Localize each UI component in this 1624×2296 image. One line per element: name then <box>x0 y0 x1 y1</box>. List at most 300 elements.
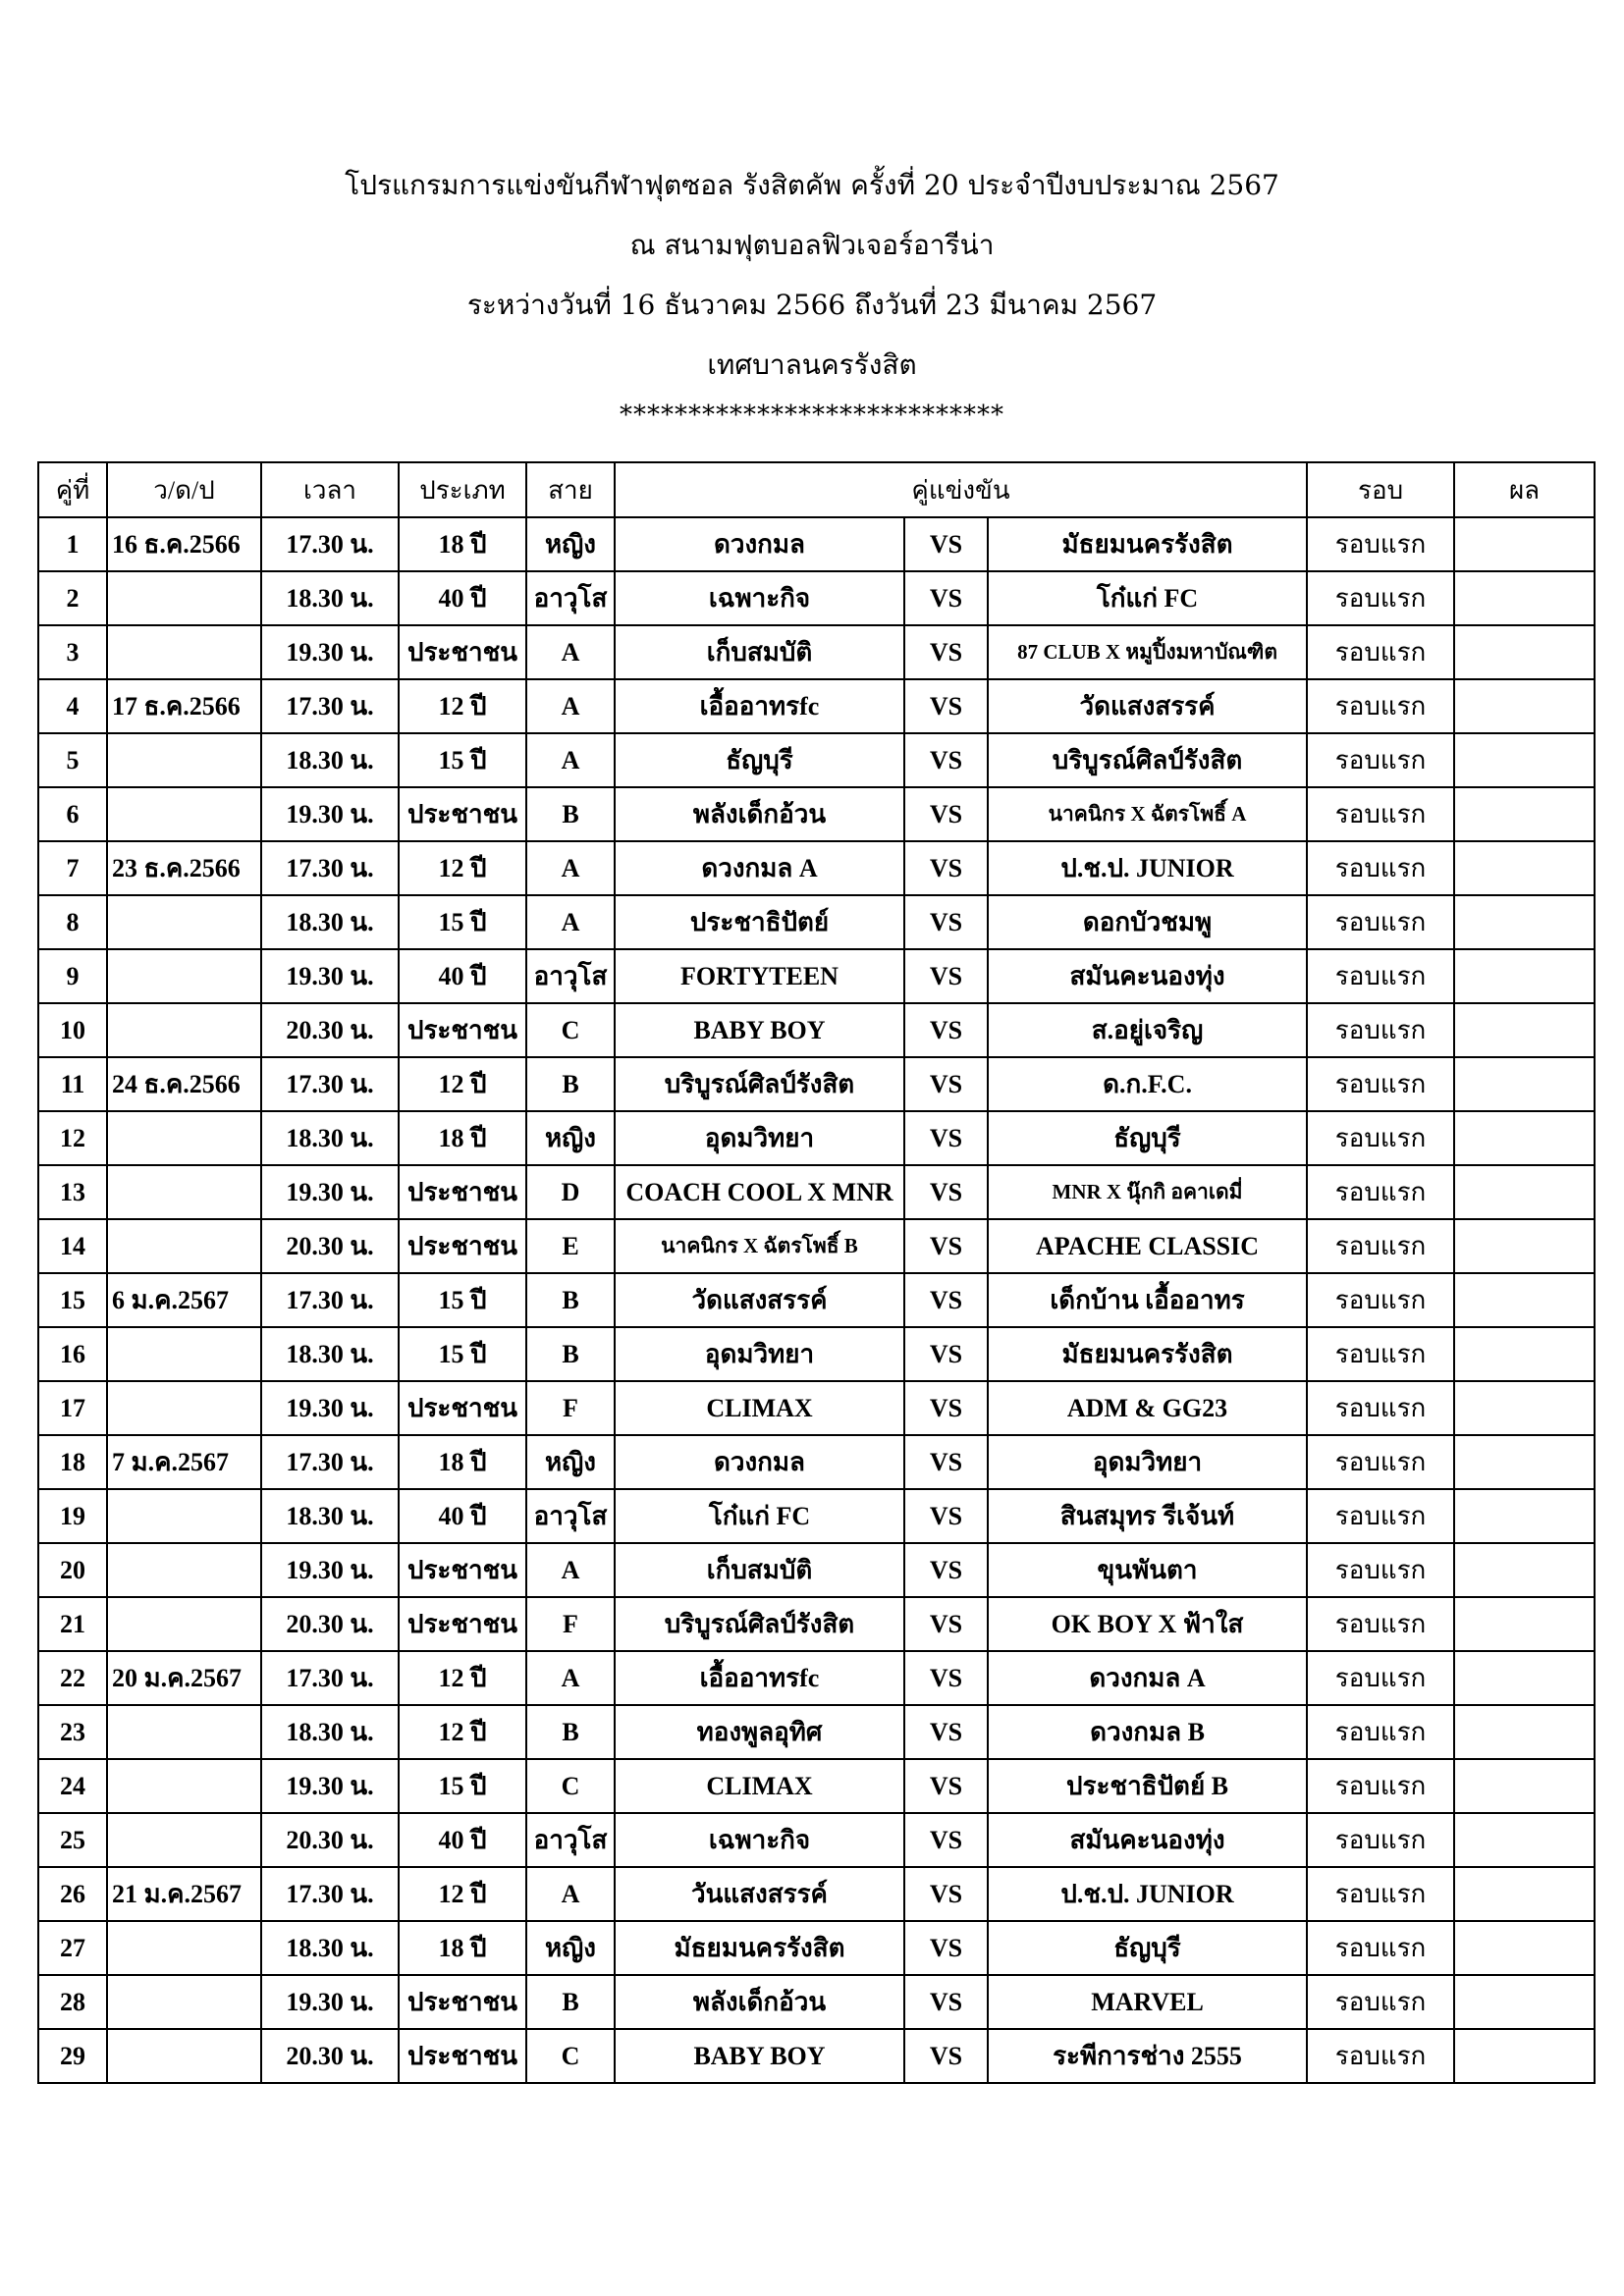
cell-vs: VS <box>904 1003 988 1057</box>
cell-time: 20.30 น. <box>261 1003 399 1057</box>
cell-team2: มัธยมนครรังสิต <box>988 1327 1307 1381</box>
cell-date <box>107 1813 261 1867</box>
cell-round: รอบแรก <box>1307 949 1454 1003</box>
cell-group: A <box>526 1867 615 1921</box>
cell-round: รอบแรก <box>1307 1273 1454 1327</box>
cell-category: 15 ปี <box>399 1273 526 1327</box>
cell-time: 18.30 น. <box>261 1327 399 1381</box>
col-header-date: ว/ด/ป <box>107 462 261 517</box>
cell-team2: 87 CLUB X หมูปิ้งมหาบัณฑิต <box>988 625 1307 679</box>
cell-time: 17.30 น. <box>261 1435 399 1489</box>
cell-date: 6 ม.ค.2567 <box>107 1273 261 1327</box>
cell-category: 40 ปี <box>399 1489 526 1543</box>
cell-team1: BABY BOY <box>615 1003 904 1057</box>
cell-round: รอบแรก <box>1307 1543 1454 1597</box>
cell-time: 19.30 น. <box>261 1543 399 1597</box>
cell-vs: VS <box>904 1651 988 1705</box>
cell-time: 17.30 น. <box>261 1273 399 1327</box>
cell-team2: บริบูรณ์ศิลป์รังสิต <box>988 733 1307 787</box>
col-header-result: ผล <box>1454 462 1595 517</box>
cell-no: 19 <box>38 1489 107 1543</box>
cell-round: รอบแรก <box>1307 1813 1454 1867</box>
cell-group: D <box>526 1165 615 1219</box>
table-row <box>38 841 1595 895</box>
cell-team1: มัธยมนครรังสิต <box>615 1921 904 1975</box>
cell-result <box>1454 733 1595 787</box>
cell-no: 24 <box>38 1759 107 1813</box>
cell-category: 40 ปี <box>399 949 526 1003</box>
table-row <box>38 1705 1595 1759</box>
cell-team2: ดวงกมล B <box>988 1705 1307 1759</box>
cell-group: C <box>526 2029 615 2083</box>
cell-result <box>1454 625 1595 679</box>
cell-group: หญิง <box>526 1111 615 1165</box>
cell-team1: FORTYTEEN <box>615 949 904 1003</box>
cell-time: 18.30 น. <box>261 1705 399 1759</box>
table-header-row <box>38 462 1595 517</box>
cell-date: 7 ม.ค.2567 <box>107 1435 261 1489</box>
cell-round: รอบแรก <box>1307 1975 1454 2029</box>
cell-team1: ดวงกมล <box>615 1435 904 1489</box>
cell-result <box>1454 1921 1595 1975</box>
document-header <box>0 155 1624 395</box>
cell-result <box>1454 841 1595 895</box>
cell-group: B <box>526 1273 615 1327</box>
cell-no: 9 <box>38 949 107 1003</box>
cell-round: รอบแรก <box>1307 1651 1454 1705</box>
cell-round: รอบแรก <box>1307 1219 1454 1273</box>
cell-date <box>107 1489 261 1543</box>
cell-vs: VS <box>904 1165 988 1219</box>
table-row <box>38 895 1595 949</box>
cell-round: รอบแรก <box>1307 1705 1454 1759</box>
title-line-4: เทศบาลนครรังสิต <box>707 348 917 381</box>
table-row <box>38 1111 1595 1165</box>
cell-date <box>107 895 261 949</box>
cell-team2: สมันคะนองทุ่ง <box>988 1813 1307 1867</box>
table-row <box>38 1543 1595 1597</box>
table-row <box>38 1381 1595 1435</box>
cell-date <box>107 1543 261 1597</box>
cell-team1: CLIMAX <box>615 1759 904 1813</box>
cell-team2: อุดมวิทยา <box>988 1435 1307 1489</box>
cell-date: 16 ธ.ค.2566 <box>107 517 261 571</box>
cell-date <box>107 949 261 1003</box>
title-line-1: โปรแกรมการแข่งขันกีฬาฟุตซอล รังสิตคัพ ครั้งที่ 20 ประจำปีงบประมาณ 2567 <box>345 169 1279 201</box>
cell-date <box>107 625 261 679</box>
cell-date <box>107 2029 261 2083</box>
cell-vs: VS <box>904 1273 988 1327</box>
table-row <box>38 1489 1595 1543</box>
table-row <box>38 1327 1595 1381</box>
cell-time: 18.30 น. <box>261 1921 399 1975</box>
col-header-category: ประเภท <box>399 462 526 517</box>
cell-vs: VS <box>904 1489 988 1543</box>
cell-round: รอบแรก <box>1307 679 1454 733</box>
cell-round: รอบแรก <box>1307 625 1454 679</box>
cell-round: รอบแรก <box>1307 1057 1454 1111</box>
cell-category: ประชาชน <box>399 1975 526 2029</box>
table-row <box>38 679 1595 733</box>
cell-no: 4 <box>38 679 107 733</box>
table-row <box>38 1165 1595 1219</box>
cell-time: 19.30 น. <box>261 1381 399 1435</box>
cell-team2: ขุนพันตา <box>988 1543 1307 1597</box>
cell-team1: COACH COOL X MNR <box>615 1165 904 1219</box>
cell-team1: บริบูรณ์ศิลป์รังสิต <box>615 1057 904 1111</box>
cell-result <box>1454 1489 1595 1543</box>
cell-round: รอบแรก <box>1307 895 1454 949</box>
col-header-group: สาย <box>526 462 615 517</box>
cell-result <box>1454 679 1595 733</box>
cell-team2: ธัญบุรี <box>988 1111 1307 1165</box>
cell-date <box>107 1327 261 1381</box>
cell-category: 18 ปี <box>399 517 526 571</box>
table-row <box>38 1273 1595 1327</box>
cell-date <box>107 733 261 787</box>
cell-time: 19.30 น. <box>261 949 399 1003</box>
cell-result <box>1454 1813 1595 1867</box>
cell-group: อาวุโส <box>526 1489 615 1543</box>
cell-team2: ระพีการช่าง 2555 <box>988 2029 1307 2083</box>
cell-result <box>1454 1651 1595 1705</box>
cell-category: ประชาชน <box>399 1597 526 1651</box>
schedule-table <box>37 461 1596 2084</box>
cell-group: A <box>526 895 615 949</box>
cell-time: 18.30 น. <box>261 1489 399 1543</box>
schedule-body <box>38 517 1595 2083</box>
cell-round: รอบแรก <box>1307 571 1454 625</box>
cell-team2: มัธยมนครรังสิต <box>988 517 1307 571</box>
cell-date <box>107 1975 261 2029</box>
cell-time: 17.30 น. <box>261 1867 399 1921</box>
cell-time: 18.30 น. <box>261 895 399 949</box>
cell-result <box>1454 1111 1595 1165</box>
cell-no: 10 <box>38 1003 107 1057</box>
cell-no: 17 <box>38 1381 107 1435</box>
cell-vs: VS <box>904 1327 988 1381</box>
cell-date: 20 ม.ค.2567 <box>107 1651 261 1705</box>
cell-time: 17.30 น. <box>261 517 399 571</box>
cell-vs: VS <box>904 787 988 841</box>
table-row <box>38 1003 1595 1057</box>
cell-date <box>107 1003 261 1057</box>
cell-team2: ป.ช.ป. JUNIOR <box>988 1867 1307 1921</box>
cell-no: 14 <box>38 1219 107 1273</box>
cell-group: B <box>526 787 615 841</box>
cell-category: ประชาชน <box>399 787 526 841</box>
table-row <box>38 1975 1595 2029</box>
col-header-no: คู่ที่ <box>38 462 107 517</box>
cell-no: 2 <box>38 571 107 625</box>
cell-category: ประชาชน <box>399 1219 526 1273</box>
cell-vs: VS <box>904 1867 988 1921</box>
cell-team2: วัดแสงสรรค์ <box>988 679 1307 733</box>
cell-group: B <box>526 1057 615 1111</box>
cell-result <box>1454 571 1595 625</box>
cell-category: ประชาชน <box>399 625 526 679</box>
cell-no: 16 <box>38 1327 107 1381</box>
cell-category: ประชาชน <box>399 2029 526 2083</box>
cell-vs: VS <box>904 1219 988 1273</box>
cell-team2: นาคนิกร X ฉัตรโพธิ์ A <box>988 787 1307 841</box>
cell-team1: เก็บสมบัติ <box>615 625 904 679</box>
cell-date: 21 ม.ค.2567 <box>107 1867 261 1921</box>
cell-date <box>107 1111 261 1165</box>
cell-group: F <box>526 1381 615 1435</box>
cell-result <box>1454 1435 1595 1489</box>
cell-category: ประชาชน <box>399 1381 526 1435</box>
cell-category: 18 ปี <box>399 1111 526 1165</box>
cell-vs: VS <box>904 1111 988 1165</box>
cell-time: 17.30 น. <box>261 1057 399 1111</box>
table-row <box>38 1813 1595 1867</box>
cell-team1: บริบูรณ์ศิลป์รังสิต <box>615 1597 904 1651</box>
cell-group: หญิง <box>526 1921 615 1975</box>
table-row <box>38 1057 1595 1111</box>
table-row <box>38 1435 1595 1489</box>
cell-vs: VS <box>904 2029 988 2083</box>
cell-team1: เอื้ออาทรfc <box>615 1651 904 1705</box>
cell-no: 11 <box>38 1057 107 1111</box>
cell-team2: ด.ก.F.C. <box>988 1057 1307 1111</box>
cell-group: B <box>526 1975 615 2029</box>
cell-no: 27 <box>38 1921 107 1975</box>
cell-group: A <box>526 841 615 895</box>
table-row <box>38 1759 1595 1813</box>
cell-team2: สินสมุทร รีเจ้นท์ <box>988 1489 1307 1543</box>
cell-round: รอบแรก <box>1307 1381 1454 1435</box>
cell-result <box>1454 1759 1595 1813</box>
cell-category: 15 ปี <box>399 1327 526 1381</box>
cell-group: อาวุโส <box>526 571 615 625</box>
cell-result <box>1454 787 1595 841</box>
cell-team2: APACHE CLASSIC <box>988 1219 1307 1273</box>
cell-group: A <box>526 1651 615 1705</box>
cell-result <box>1454 895 1595 949</box>
cell-date <box>107 787 261 841</box>
col-header-round: รอบ <box>1307 462 1454 517</box>
cell-date: 17 ธ.ค.2566 <box>107 679 261 733</box>
cell-round: รอบแรก <box>1307 1921 1454 1975</box>
cell-vs: VS <box>904 1975 988 2029</box>
cell-round: รอบแรก <box>1307 733 1454 787</box>
cell-team2: OK BOY X ฟ้าใส <box>988 1597 1307 1651</box>
cell-team1: เอื้ออาทรfc <box>615 679 904 733</box>
cell-vs: VS <box>904 625 988 679</box>
table-row <box>38 517 1595 571</box>
cell-team1: นาคนิกร X ฉัตรโพธิ์ B <box>615 1219 904 1273</box>
cell-team1: ทองพูลอุทิศ <box>615 1705 904 1759</box>
table-row <box>38 2029 1595 2083</box>
cell-time: 18.30 น. <box>261 1111 399 1165</box>
cell-round: รอบแรก <box>1307 1003 1454 1057</box>
cell-time: 19.30 น. <box>261 1975 399 2029</box>
cell-no: 1 <box>38 517 107 571</box>
cell-time: 19.30 น. <box>261 1759 399 1813</box>
cell-result <box>1454 1975 1595 2029</box>
cell-date <box>107 1165 261 1219</box>
cell-team1: พลังเด็กอ้วน <box>615 787 904 841</box>
cell-time: 17.30 น. <box>261 1651 399 1705</box>
cell-date: 23 ธ.ค.2566 <box>107 841 261 895</box>
cell-time: 18.30 น. <box>261 733 399 787</box>
cell-result <box>1454 1867 1595 1921</box>
cell-team2: ADM & GG23 <box>988 1381 1307 1435</box>
cell-round: รอบแรก <box>1307 1489 1454 1543</box>
cell-result <box>1454 1003 1595 1057</box>
cell-vs: VS <box>904 1435 988 1489</box>
cell-group: A <box>526 1543 615 1597</box>
cell-no: 18 <box>38 1435 107 1489</box>
cell-team2: ธัญบุรี <box>988 1921 1307 1975</box>
col-header-time: เวลา <box>261 462 399 517</box>
cell-team1: พลังเด็กอ้วน <box>615 1975 904 2029</box>
cell-category: 12 ปี <box>399 1705 526 1759</box>
cell-team2: ดอกบัวชมพู <box>988 895 1307 949</box>
cell-date <box>107 1759 261 1813</box>
cell-category: 12 ปี <box>399 841 526 895</box>
cell-vs: VS <box>904 733 988 787</box>
cell-time: 20.30 น. <box>261 1813 399 1867</box>
cell-no: 21 <box>38 1597 107 1651</box>
cell-round: รอบแรก <box>1307 841 1454 895</box>
cell-group: B <box>526 1327 615 1381</box>
cell-no: 26 <box>38 1867 107 1921</box>
cell-group: C <box>526 1003 615 1057</box>
cell-team2: โก๋แก่ FC <box>988 571 1307 625</box>
cell-no: 22 <box>38 1651 107 1705</box>
cell-category: 40 ปี <box>399 1813 526 1867</box>
table-row <box>38 625 1595 679</box>
cell-category: ประชาชน <box>399 1543 526 1597</box>
cell-category: 18 ปี <box>399 1921 526 1975</box>
cell-time: 20.30 น. <box>261 1597 399 1651</box>
cell-team1: ดวงกมล A <box>615 841 904 895</box>
cell-no: 25 <box>38 1813 107 1867</box>
cell-team1: อุดมวิทยา <box>615 1111 904 1165</box>
cell-round: รอบแรก <box>1307 1759 1454 1813</box>
cell-team2: MARVEL <box>988 1975 1307 2029</box>
cell-result <box>1454 2029 1595 2083</box>
cell-vs: VS <box>904 571 988 625</box>
cell-time: 19.30 น. <box>261 625 399 679</box>
table-row <box>38 571 1595 625</box>
cell-group: อาวุโส <box>526 1813 615 1867</box>
cell-round: รอบแรก <box>1307 2029 1454 2083</box>
cell-group: A <box>526 625 615 679</box>
cell-category: 15 ปี <box>399 733 526 787</box>
cell-team2: ส.อยู่เจริญ <box>988 1003 1307 1057</box>
cell-no: 3 <box>38 625 107 679</box>
cell-team1: เฉพาะกิจ <box>615 1813 904 1867</box>
cell-vs: VS <box>904 1543 988 1597</box>
cell-round: รอบแรก <box>1307 1111 1454 1165</box>
cell-vs: VS <box>904 1921 988 1975</box>
table-row <box>38 787 1595 841</box>
cell-team1: ดวงกมล <box>615 517 904 571</box>
cell-vs: VS <box>904 679 988 733</box>
cell-team1: เฉพาะกิจ <box>615 571 904 625</box>
cell-time: 19.30 น. <box>261 1165 399 1219</box>
cell-round: รอบแรก <box>1307 517 1454 571</box>
col-header-match: คู่แข่งขัน <box>615 462 1307 517</box>
cell-group: หญิง <box>526 1435 615 1489</box>
cell-group: A <box>526 679 615 733</box>
cell-result <box>1454 1057 1595 1111</box>
cell-category: 15 ปี <box>399 895 526 949</box>
cell-category: 18 ปี <box>399 1435 526 1489</box>
cell-group: C <box>526 1759 615 1813</box>
cell-category: 12 ปี <box>399 1867 526 1921</box>
cell-category: 15 ปี <box>399 1759 526 1813</box>
table-row <box>38 1867 1595 1921</box>
cell-group: B <box>526 1705 615 1759</box>
cell-no: 8 <box>38 895 107 949</box>
cell-no: 5 <box>38 733 107 787</box>
cell-date <box>107 1705 261 1759</box>
cell-vs: VS <box>904 1057 988 1111</box>
cell-no: 13 <box>38 1165 107 1219</box>
cell-no: 12 <box>38 1111 107 1165</box>
cell-group: อาวุโส <box>526 949 615 1003</box>
cell-round: รอบแรก <box>1307 1867 1454 1921</box>
cell-team1: ประชาธิปัตย์ <box>615 895 904 949</box>
cell-team1: เก็บสมบัติ <box>615 1543 904 1597</box>
separator-stars: **************************** <box>620 400 1004 430</box>
cell-time: 18.30 น. <box>261 571 399 625</box>
table-row <box>38 949 1595 1003</box>
cell-group: F <box>526 1597 615 1651</box>
cell-team1: อุดมวิทยา <box>615 1327 904 1381</box>
cell-vs: VS <box>904 1381 988 1435</box>
cell-round: รอบแรก <box>1307 1327 1454 1381</box>
cell-team2: ป.ช.ป. JUNIOR <box>988 841 1307 895</box>
cell-vs: VS <box>904 895 988 949</box>
cell-date <box>107 1597 261 1651</box>
cell-team1: ธัญบุรี <box>615 733 904 787</box>
cell-time: 20.30 น. <box>261 2029 399 2083</box>
cell-round: รอบแรก <box>1307 787 1454 841</box>
cell-vs: VS <box>904 1705 988 1759</box>
cell-group: E <box>526 1219 615 1273</box>
cell-result <box>1454 1273 1595 1327</box>
title-line-3: ระหว่างวันที่ 16 ธันวาคม 2566 ถึงวันที่ 23 มีนาคม 2567 <box>466 289 1158 321</box>
cell-date <box>107 1381 261 1435</box>
table-row <box>38 1651 1595 1705</box>
cell-no: 23 <box>38 1705 107 1759</box>
cell-team2: ดวงกมล A <box>988 1651 1307 1705</box>
cell-group: หญิง <box>526 517 615 571</box>
cell-team1: โก๋แก่ FC <box>615 1489 904 1543</box>
table-row <box>38 1921 1595 1975</box>
cell-no: 15 <box>38 1273 107 1327</box>
cell-category: 12 ปี <box>399 679 526 733</box>
cell-result <box>1454 1219 1595 1273</box>
cell-category: 12 ปี <box>399 1057 526 1111</box>
cell-vs: VS <box>904 949 988 1003</box>
cell-time: 19.30 น. <box>261 787 399 841</box>
cell-result <box>1454 517 1595 571</box>
cell-no: 7 <box>38 841 107 895</box>
cell-result <box>1454 1165 1595 1219</box>
cell-no: 28 <box>38 1975 107 2029</box>
cell-vs: VS <box>904 1759 988 1813</box>
cell-result <box>1454 1543 1595 1597</box>
cell-category: 12 ปี <box>399 1651 526 1705</box>
cell-category: ประชาชน <box>399 1003 526 1057</box>
cell-date <box>107 1219 261 1273</box>
